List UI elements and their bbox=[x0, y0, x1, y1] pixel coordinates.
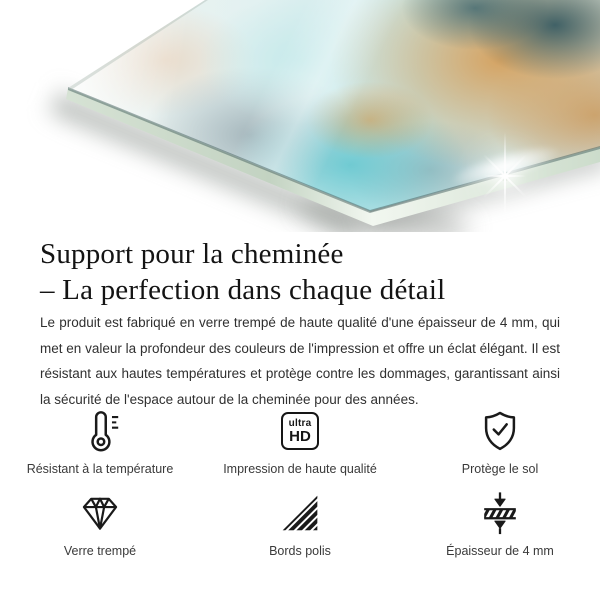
diamond-icon bbox=[77, 490, 123, 536]
page-title-line1: Support pour la cheminée bbox=[40, 238, 344, 270]
feature-print-quality bbox=[200, 406, 400, 488]
thermometer-icon bbox=[77, 408, 123, 454]
feature-thickness bbox=[400, 488, 600, 570]
product-hero-image bbox=[0, 0, 600, 232]
feature-temperature bbox=[0, 406, 200, 488]
feature-label: Impression de haute qualité bbox=[223, 462, 377, 476]
page-title bbox=[40, 236, 560, 308]
product-description: Le produit est fabriqué en verre trempé de haute qualité d'une épaisseur de 4 mm, qui met en valeur la profondeur des couleurs de l'impression et offre un éclat élégant. Il est résistant aux hautes températures et protège contre les dommages, garantissant ainsi la sécurité de l'espace autour de la cheminée pour des années. bbox=[40, 315, 560, 407]
feature-grid bbox=[0, 406, 600, 570]
polished-edges-icon bbox=[278, 490, 322, 536]
feature-label: Résistant à la température bbox=[26, 462, 174, 476]
shield-check-icon bbox=[477, 408, 523, 454]
feature-floor-protection bbox=[400, 406, 600, 488]
feature-label: Épaisseur de 4 mm bbox=[446, 544, 554, 558]
thickness-compress-icon bbox=[477, 490, 523, 536]
feature-polished-edges bbox=[200, 488, 400, 570]
feature-tempered-glass bbox=[0, 488, 200, 570]
feature-label: Bords polis bbox=[269, 544, 331, 558]
page-title-line2: – La perfection dans chaque détail bbox=[40, 274, 446, 306]
ultra-hd-icon: ultra HD bbox=[281, 408, 319, 454]
feature-label: Protège le sol bbox=[461, 462, 539, 476]
feature-label: Verre trempé bbox=[63, 544, 137, 558]
